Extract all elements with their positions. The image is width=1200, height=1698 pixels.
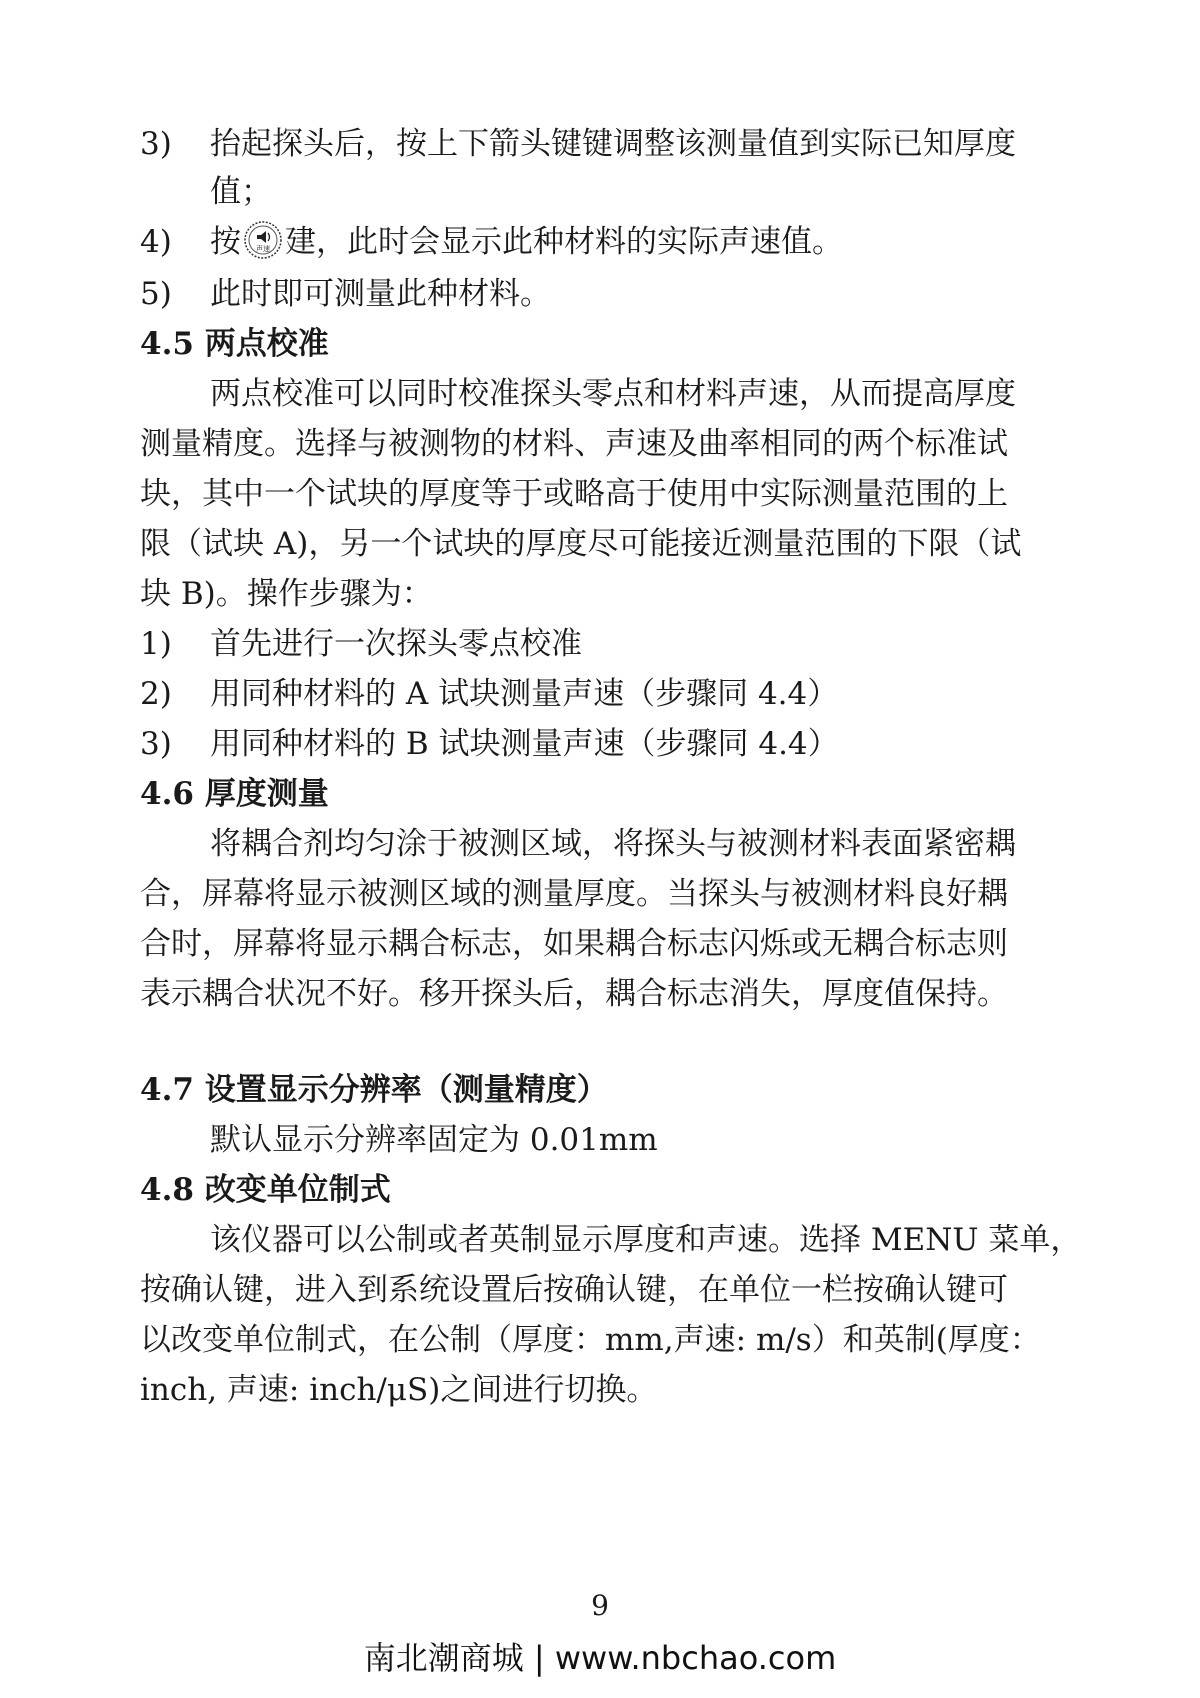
section-heading-4-6: 4.6 厚度测量: [140, 776, 329, 812]
paragraph-line: 两点校准可以同时校准探头零点和材料声速，从而提高厚度: [210, 376, 1016, 412]
paragraph-line: 合时，屏幕将显示耦合标志，如果耦合标志闪烁或无耦合标志则: [140, 926, 1008, 962]
paragraph-line: 该仪器可以公制或者英制显示厚度和声速。选择 MENU 菜单，: [210, 1222, 1082, 1258]
list-number: 4): [140, 224, 172, 260]
list-number: 3): [140, 726, 172, 762]
paragraph-line: inch, 声速: inch/μS)之间进行切换。: [140, 1372, 658, 1408]
list-item-text: 首先进行一次探头零点校准: [210, 626, 582, 662]
paragraph-line: 合，屏幕将显示被测区域的测量厚度。当探头与被测材料良好耦: [140, 876, 1008, 912]
list-number: 3): [140, 126, 172, 162]
list-item-text: 此时即可测量此种材料。: [210, 276, 551, 312]
list-item-post: 建，此时会显示此种材料的实际声速值。: [285, 224, 843, 260]
paragraph-line: 按确认键，进入到系统设置后按确认键，在单位一栏按确认键可: [140, 1272, 1008, 1308]
list-number: 2): [140, 676, 172, 712]
list-item-text: [210, 216, 843, 268]
list-item-text: 抬起探头后，按上下箭头键键调整该测量值到实际已知厚度: [210, 126, 1016, 162]
paragraph-line: 限（试块 A)，另一个试块的厚度尽可能接近测量范围的下限（试: [140, 526, 1022, 562]
section-heading-4-7: 4.7 设置显示分辨率（测量精度）: [140, 1072, 608, 1108]
list-item-pre: 按: [210, 224, 241, 260]
section-heading-4-5: 4.5 两点校准: [140, 326, 329, 362]
list-number: 1): [140, 626, 172, 662]
paragraph-line: 将耦合剂均匀涂于被测区域，将探头与被测材料表面紧密耦: [210, 826, 1016, 862]
sound-speed-key-icon: [243, 220, 283, 260]
section-heading-4-8: 4.8 改变单位制式: [140, 1172, 391, 1208]
list-item-text: 用同种材料的 B 试块测量声速（步骤同 4.4）: [210, 726, 839, 762]
key-label: 声速: [256, 245, 270, 253]
paragraph-line: 块 B)。操作步骤为：: [140, 576, 433, 612]
site-footer-watermark: 南北潮商城 | www.nbchao.com: [363, 1639, 837, 1677]
paragraph-line: 块，其中一个试块的厚度等于或略高于使用中实际测量范围的上: [140, 476, 1008, 512]
paragraph-line: 测量精度。选择与被测物的材料、声速及曲率相同的两个标准试: [140, 426, 1008, 462]
list-item-text: 用同种材料的 A 试块测量声速（步骤同 4.4）: [210, 676, 839, 712]
list-item-continuation: 值；: [210, 174, 272, 210]
paragraph-line: 默认显示分辨率固定为 0.01mm: [210, 1122, 658, 1158]
list-number: 5): [140, 276, 172, 312]
paragraph-line: 以改变单位制式，在公制（厚度：mm,声速: m/s）和英制(厚度：: [140, 1322, 1041, 1358]
page-number: 9: [591, 1589, 609, 1622]
paragraph-line: 表示耦合状况不好。移开探头后，耦合标志消失，厚度值保持。: [140, 976, 1008, 1012]
